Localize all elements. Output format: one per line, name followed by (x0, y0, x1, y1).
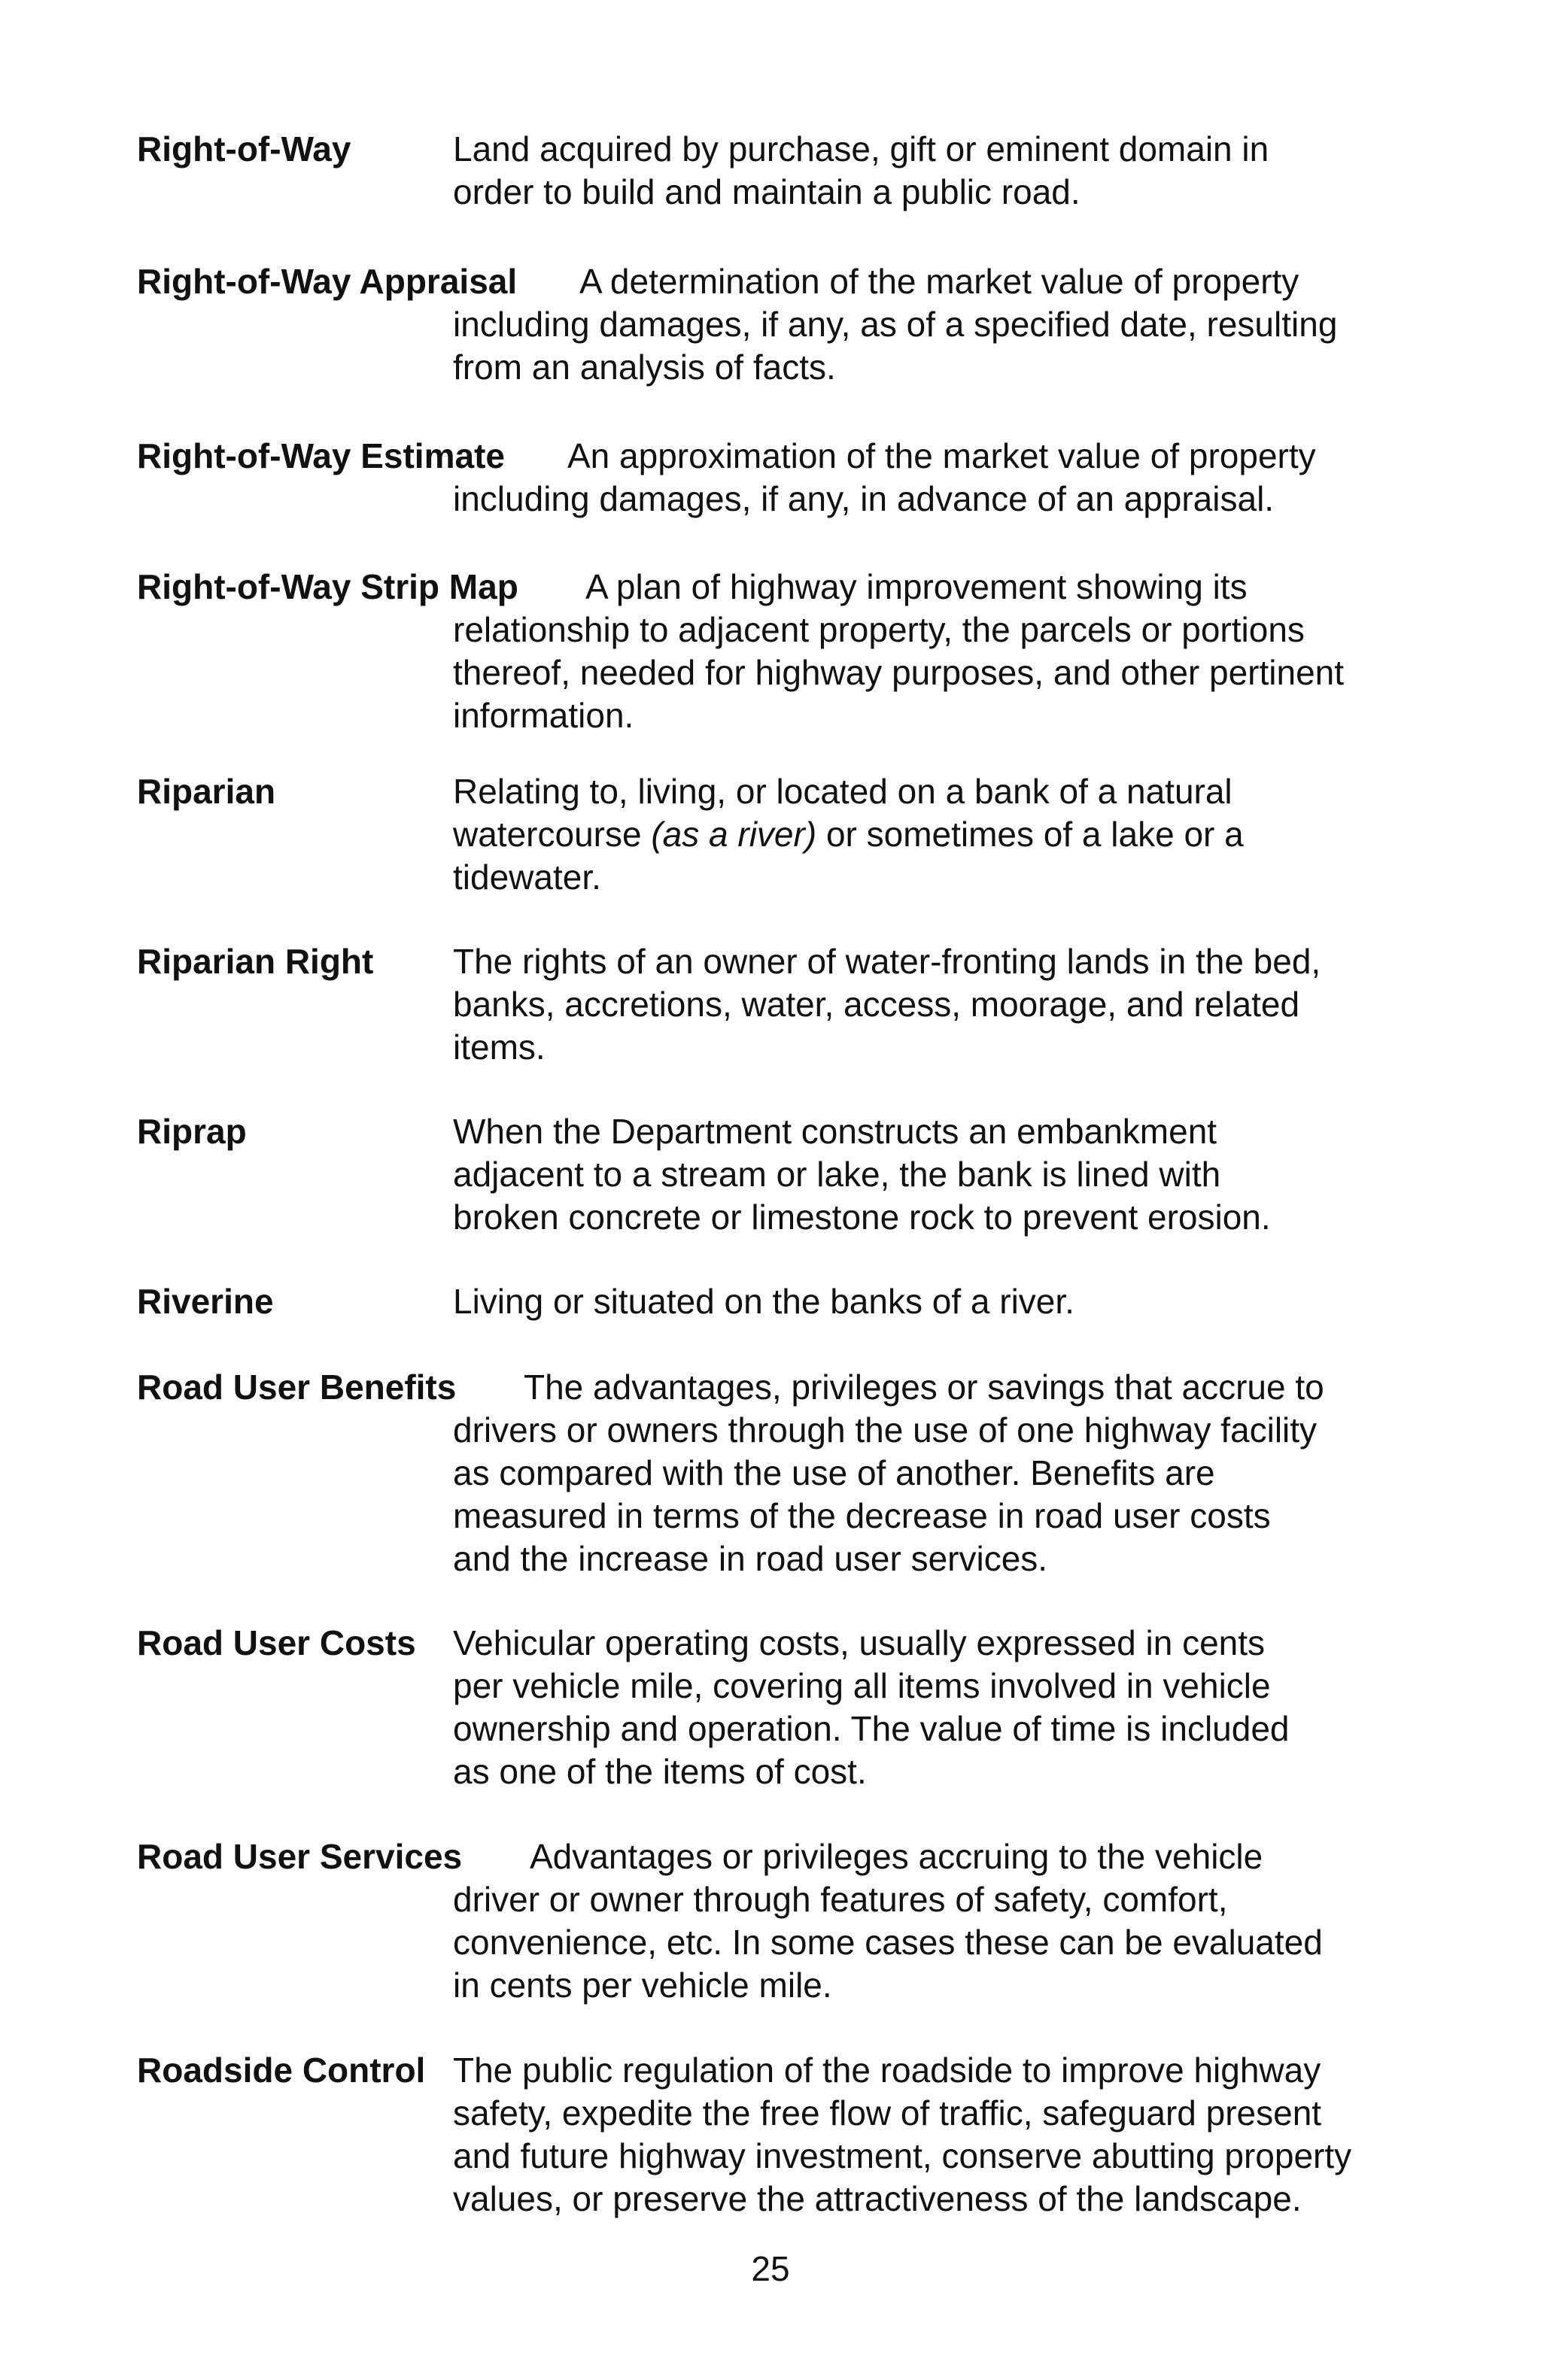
glossary-definition-line: per vehicle mile, covering all items involved in vehicle (453, 1666, 1271, 1705)
glossary-definition-line: values, or preserve the attractiveness of the landscape. (453, 2179, 1302, 2218)
glossary-definition-line: The public regulation of the roadside to improve highway (453, 2051, 1321, 2090)
glossary-term: Right-of-Way Strip Map (137, 567, 518, 606)
glossary-term: Right-of-Way Estimate (137, 436, 505, 475)
glossary-definition-line: Relating to, living, or located on a bank of a natural (453, 772, 1232, 811)
glossary-definition-line: thereof, needed for highway purposes, and other pertinent (453, 653, 1345, 692)
glossary-definition-line: adjacent to a stream or lake, the bank is lined with (453, 1155, 1221, 1194)
glossary-entry (137, 770, 1416, 899)
glossary-definition-line: items. (453, 1028, 546, 1067)
glossary-definition-line: order to build and maintain a public road. (453, 172, 1081, 211)
glossary-definition-line (453, 813, 1416, 856)
glossary-definition-italic: (as a river) (651, 815, 817, 854)
glossary-entry (137, 566, 1416, 737)
glossary-definition-line: Vehicular operating costs, usually expressed in cents (453, 1623, 1266, 1662)
glossary-term: Right-of-Way (137, 129, 351, 168)
glossary-definition-line: ownership and operation. The value of time is included (453, 1709, 1290, 1748)
glossary-term: Roadside Control (137, 2051, 426, 2090)
page-number: 25 (751, 2249, 790, 2288)
glossary-definition-line: and the increase in road user services. (453, 1539, 1048, 1578)
glossary-definition-line: broken concrete or limestone rock to prevent erosion. (453, 1198, 1271, 1237)
glossary-term: Road User Services (137, 1837, 463, 1876)
glossary-definition-fragment: or sometimes of a lake or a (825, 815, 1244, 854)
glossary-entry (137, 435, 1416, 521)
glossary-definition-line: Advantages or privileges accruing to the vehicle (530, 1837, 1263, 1876)
glossary-entry (137, 1835, 1416, 2007)
glossary-definition-line: convenience, etc. In some cases these can be evaluated (453, 1923, 1323, 1962)
glossary-definition-line: and future highway investment, conserve abutting property (453, 2136, 1352, 2175)
glossary-term: Riprap (137, 1112, 247, 1151)
glossary-definition-line: The advantages, privileges or savings that accrue to (524, 1368, 1324, 1407)
glossary-definition-line: as compared with the use of another. Benefits are (453, 1453, 1215, 1492)
glossary-definition-line: banks, accretions, water, access, moorage, and related (453, 985, 1300, 1024)
glossary-definition-line: A determination of the market value of property (579, 262, 1299, 301)
glossary-definition-line: relationship to adjacent property, the parcels or portions (453, 610, 1305, 649)
glossary-definition-line: in cents per vehicle mile. (453, 1966, 832, 2005)
glossary-definition-line: safety, expedite the free flow of traffic, safeguard present (453, 2093, 1322, 2133)
glossary-term: Road User Benefits (137, 1368, 457, 1407)
glossary-definition-line: driver or owner through features of safety, comfort, (453, 1880, 1228, 1919)
glossary-entry (137, 1622, 1416, 1793)
glossary-entry (137, 260, 1416, 389)
glossary-term: Road User Costs (137, 1623, 416, 1662)
glossary-definition-line: as one of the items of cost. (453, 1752, 867, 1791)
glossary-entry (137, 940, 1416, 1069)
glossary-term: Riverine (137, 1282, 274, 1321)
glossary-entry (137, 128, 1416, 214)
glossary-term: Riparian (137, 772, 276, 811)
glossary-entry (137, 1110, 1416, 1239)
glossary-definition-line: drivers or owners through the use of one highway facility (453, 1410, 1318, 1450)
glossary-entry (137, 1366, 1416, 1580)
glossary-definition-line: The rights of an owner of water-fronting lands in the bed, (453, 942, 1321, 981)
glossary-entry (137, 2049, 1416, 2221)
glossary-entry (137, 1280, 1416, 1323)
glossary-definition-fragment: watercourse (453, 815, 642, 854)
glossary-definition-line: When the Department constructs an embankment (453, 1112, 1217, 1151)
glossary-definition-line: including damages, if any, as of a specified date, resulting (453, 305, 1338, 344)
glossary-definition-line: including damages, if any, in advance of an appraisal. (453, 479, 1275, 518)
glossary-definition-line: information. (453, 696, 634, 735)
glossary-definition-line: A plan of highway improvement showing its (585, 567, 1248, 606)
glossary-definition-line: An approximation of the market value of property (567, 436, 1316, 475)
glossary-definition-line: Land acquired by purchase, gift or eminent domain in (453, 129, 1269, 168)
glossary-term: Riparian Right (137, 942, 374, 981)
glossary-definition-line: measured in terms of the decrease in road user costs (453, 1496, 1271, 1535)
glossary-term: Right-of-Way Appraisal (137, 262, 518, 301)
glossary-definition-line: Living or situated on the banks of a river. (453, 1282, 1074, 1321)
glossary-definition-line: tidewater. (453, 858, 601, 897)
glossary-definition-line: from an analysis of facts. (453, 348, 836, 387)
